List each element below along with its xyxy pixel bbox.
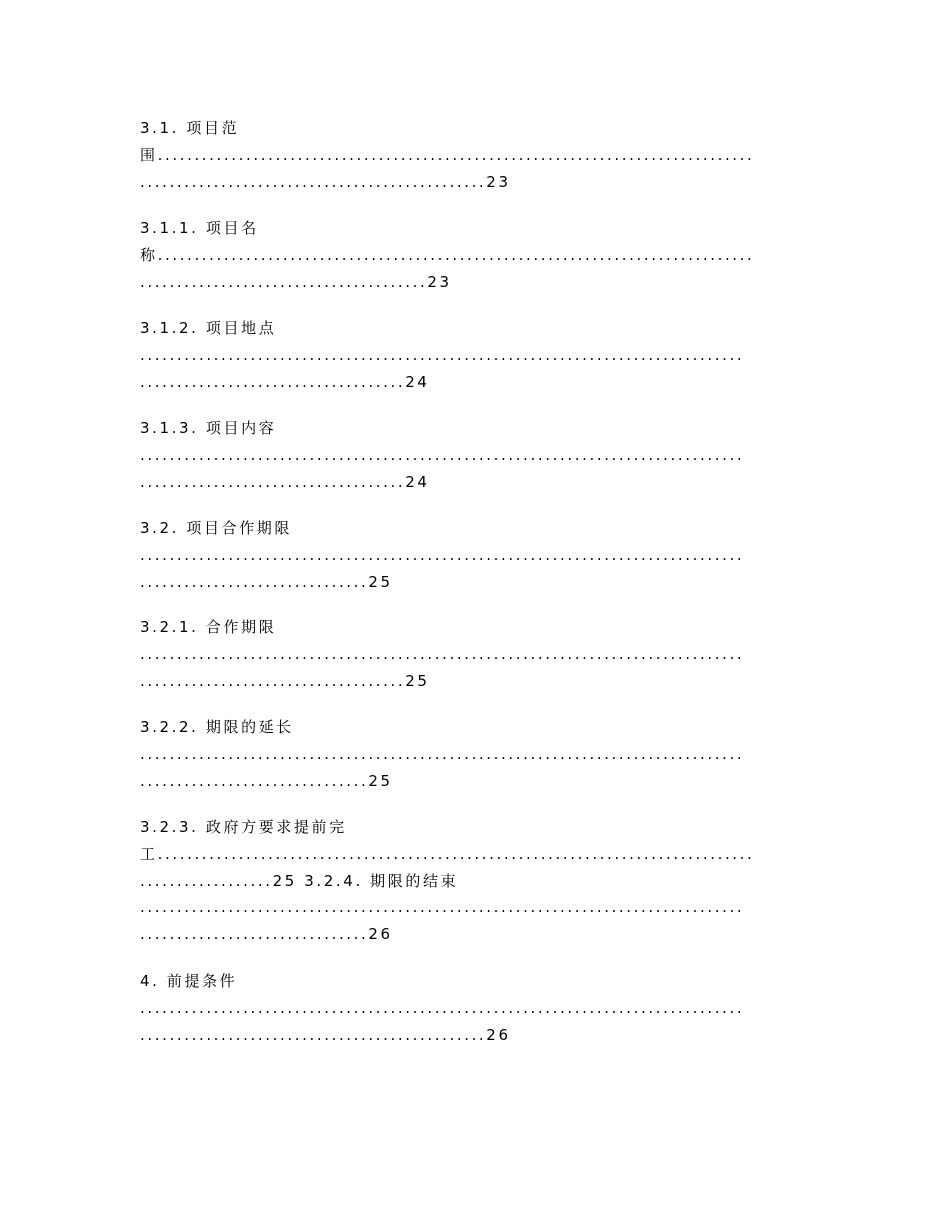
toc-entry-4[interactable] bbox=[140, 971, 744, 1051]
toc-leader: .................................................................................. bbox=[140, 745, 745, 763]
toc-leader: .................................................................................. bbox=[140, 999, 745, 1017]
toc-heading: 3.2.2. 期限的延长 bbox=[140, 718, 294, 736]
toc-entry-3-1-1[interactable] bbox=[140, 218, 754, 298]
toc-leader: .................................................................................. bbox=[140, 898, 745, 916]
toc-leader-page: ...............................25 bbox=[140, 772, 393, 790]
toc-leader-page: ....................................24 bbox=[140, 373, 430, 391]
toc-leader: .................................................................................. bbox=[140, 546, 745, 564]
toc-entry-3-2[interactable] bbox=[140, 518, 744, 598]
toc-entry-3-1-3[interactable] bbox=[140, 418, 744, 498]
toc-entry-3-1-2[interactable] bbox=[140, 318, 744, 398]
toc-leader: .................................................................................. bbox=[140, 446, 745, 464]
toc-leader: 称................................................................................. bbox=[140, 246, 755, 264]
toc-leader: .................................................................................. bbox=[140, 346, 745, 364]
toc-entry-3-2-1[interactable] bbox=[140, 617, 744, 697]
toc-leader: .................................................................................. bbox=[140, 645, 745, 663]
toc-heading: 3.1.2. 项目地点 bbox=[140, 319, 277, 337]
toc-leader-page: .......................................23 bbox=[140, 273, 452, 291]
toc-heading: 4. 前提条件 bbox=[140, 972, 238, 990]
toc-entry-3-1[interactable] bbox=[140, 118, 754, 198]
toc-heading: 3.1.3. 项目内容 bbox=[140, 419, 277, 437]
toc-heading: 3.1.1. 项目名 bbox=[140, 219, 259, 237]
toc-entry-3-2-3[interactable] bbox=[140, 817, 754, 950]
toc-leader-page: ....................................25 bbox=[140, 672, 430, 690]
toc-heading: 3.1. 项目范 bbox=[140, 119, 240, 137]
toc-heading: 3.2.3. 政府方要求提前完 bbox=[140, 818, 347, 836]
toc-leader: 围................................................................................. bbox=[140, 146, 755, 164]
toc-leader-page: ...............................................26 bbox=[140, 1026, 511, 1044]
toc-heading: 3.2.1. 合作期限 bbox=[140, 618, 277, 636]
toc-entry-3-2-2[interactable] bbox=[140, 717, 744, 797]
toc-leader-page: ...............................26 bbox=[140, 925, 393, 943]
toc-leader-page: ...............................................23 bbox=[140, 173, 511, 191]
toc-leader-page: ...............................25 bbox=[140, 573, 393, 591]
toc-heading: 3.2. 项目合作期限 bbox=[140, 519, 292, 537]
toc-leader: 工................................................................................. bbox=[140, 845, 755, 863]
toc-leader-page-and-next-heading: ..................25 3.2.4. 期限的结束 bbox=[140, 872, 459, 890]
toc-leader-page: ....................................24 bbox=[140, 473, 430, 491]
